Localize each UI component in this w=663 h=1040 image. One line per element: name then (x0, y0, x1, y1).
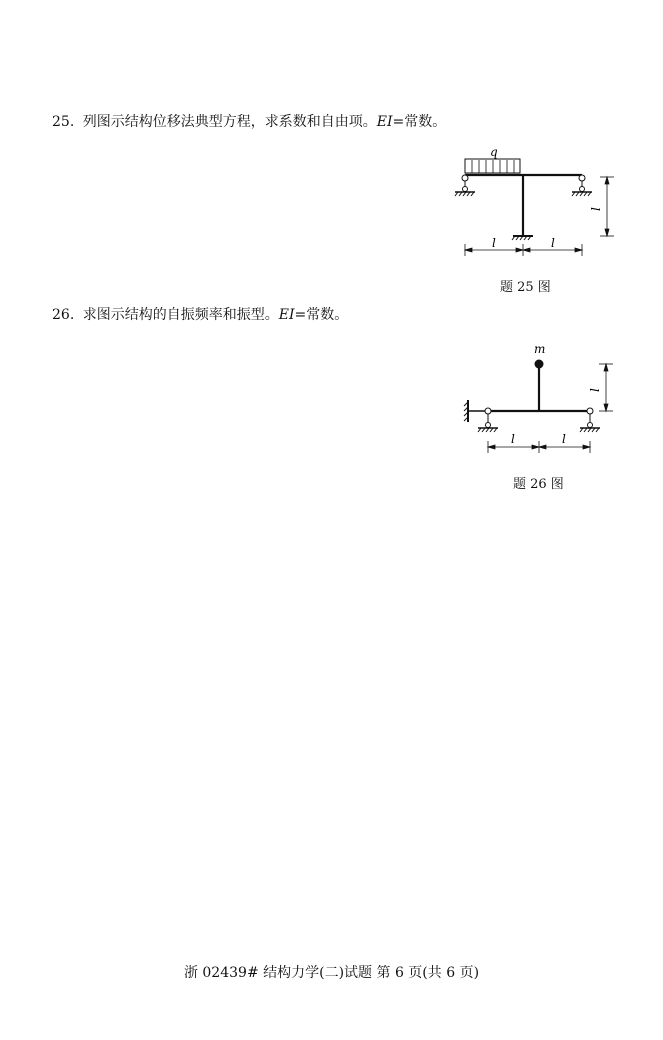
right-pin-support (572, 175, 592, 196)
ei-symbol: EI (278, 307, 295, 323)
dim-left-label: l (511, 432, 515, 446)
question-number: 26. (52, 307, 75, 323)
load-arrows (472, 160, 514, 173)
left-wall-support (464, 400, 498, 432)
dim-left-label: l (492, 236, 496, 250)
horizontal-dimension (465, 244, 582, 256)
question-25 (52, 113, 446, 131)
vertical-dimension (599, 364, 613, 411)
distributed-load (465, 159, 520, 173)
figure-26-caption: 题 26 图 (513, 477, 564, 492)
dim-right-label: l (562, 432, 566, 446)
horizontal-dimension (488, 441, 590, 453)
question-text: 求图示结构的自振频率和振型。 (82, 307, 279, 323)
page-footer: 浙 02439# 结构力学(二)试题 第 6 页(共 6 页) (183, 965, 480, 981)
dim-height-label: l (588, 388, 602, 392)
point-mass (535, 360, 544, 369)
left-pin-support (455, 175, 475, 196)
figure-25-diagram (448, 140, 623, 265)
figure-26-diagram (455, 340, 625, 465)
dim-right-label: l (551, 236, 555, 250)
dim-height-label: l (589, 207, 603, 211)
load-label: q (490, 145, 498, 159)
figure-25-caption: 题 25 图 (500, 280, 551, 295)
fixed-support (512, 236, 533, 240)
question-26 (52, 306, 348, 324)
question-text: 列图示结构位移法典型方程，求系数和自由项。 (82, 114, 377, 130)
mass-label: m (534, 342, 546, 356)
question-number: 25. (52, 114, 75, 130)
ei-symbol: EI (376, 114, 393, 130)
vertical-dimension (600, 177, 614, 236)
question-suffix: =常数。 (294, 307, 349, 323)
question-suffix: =常数。 (392, 114, 447, 130)
